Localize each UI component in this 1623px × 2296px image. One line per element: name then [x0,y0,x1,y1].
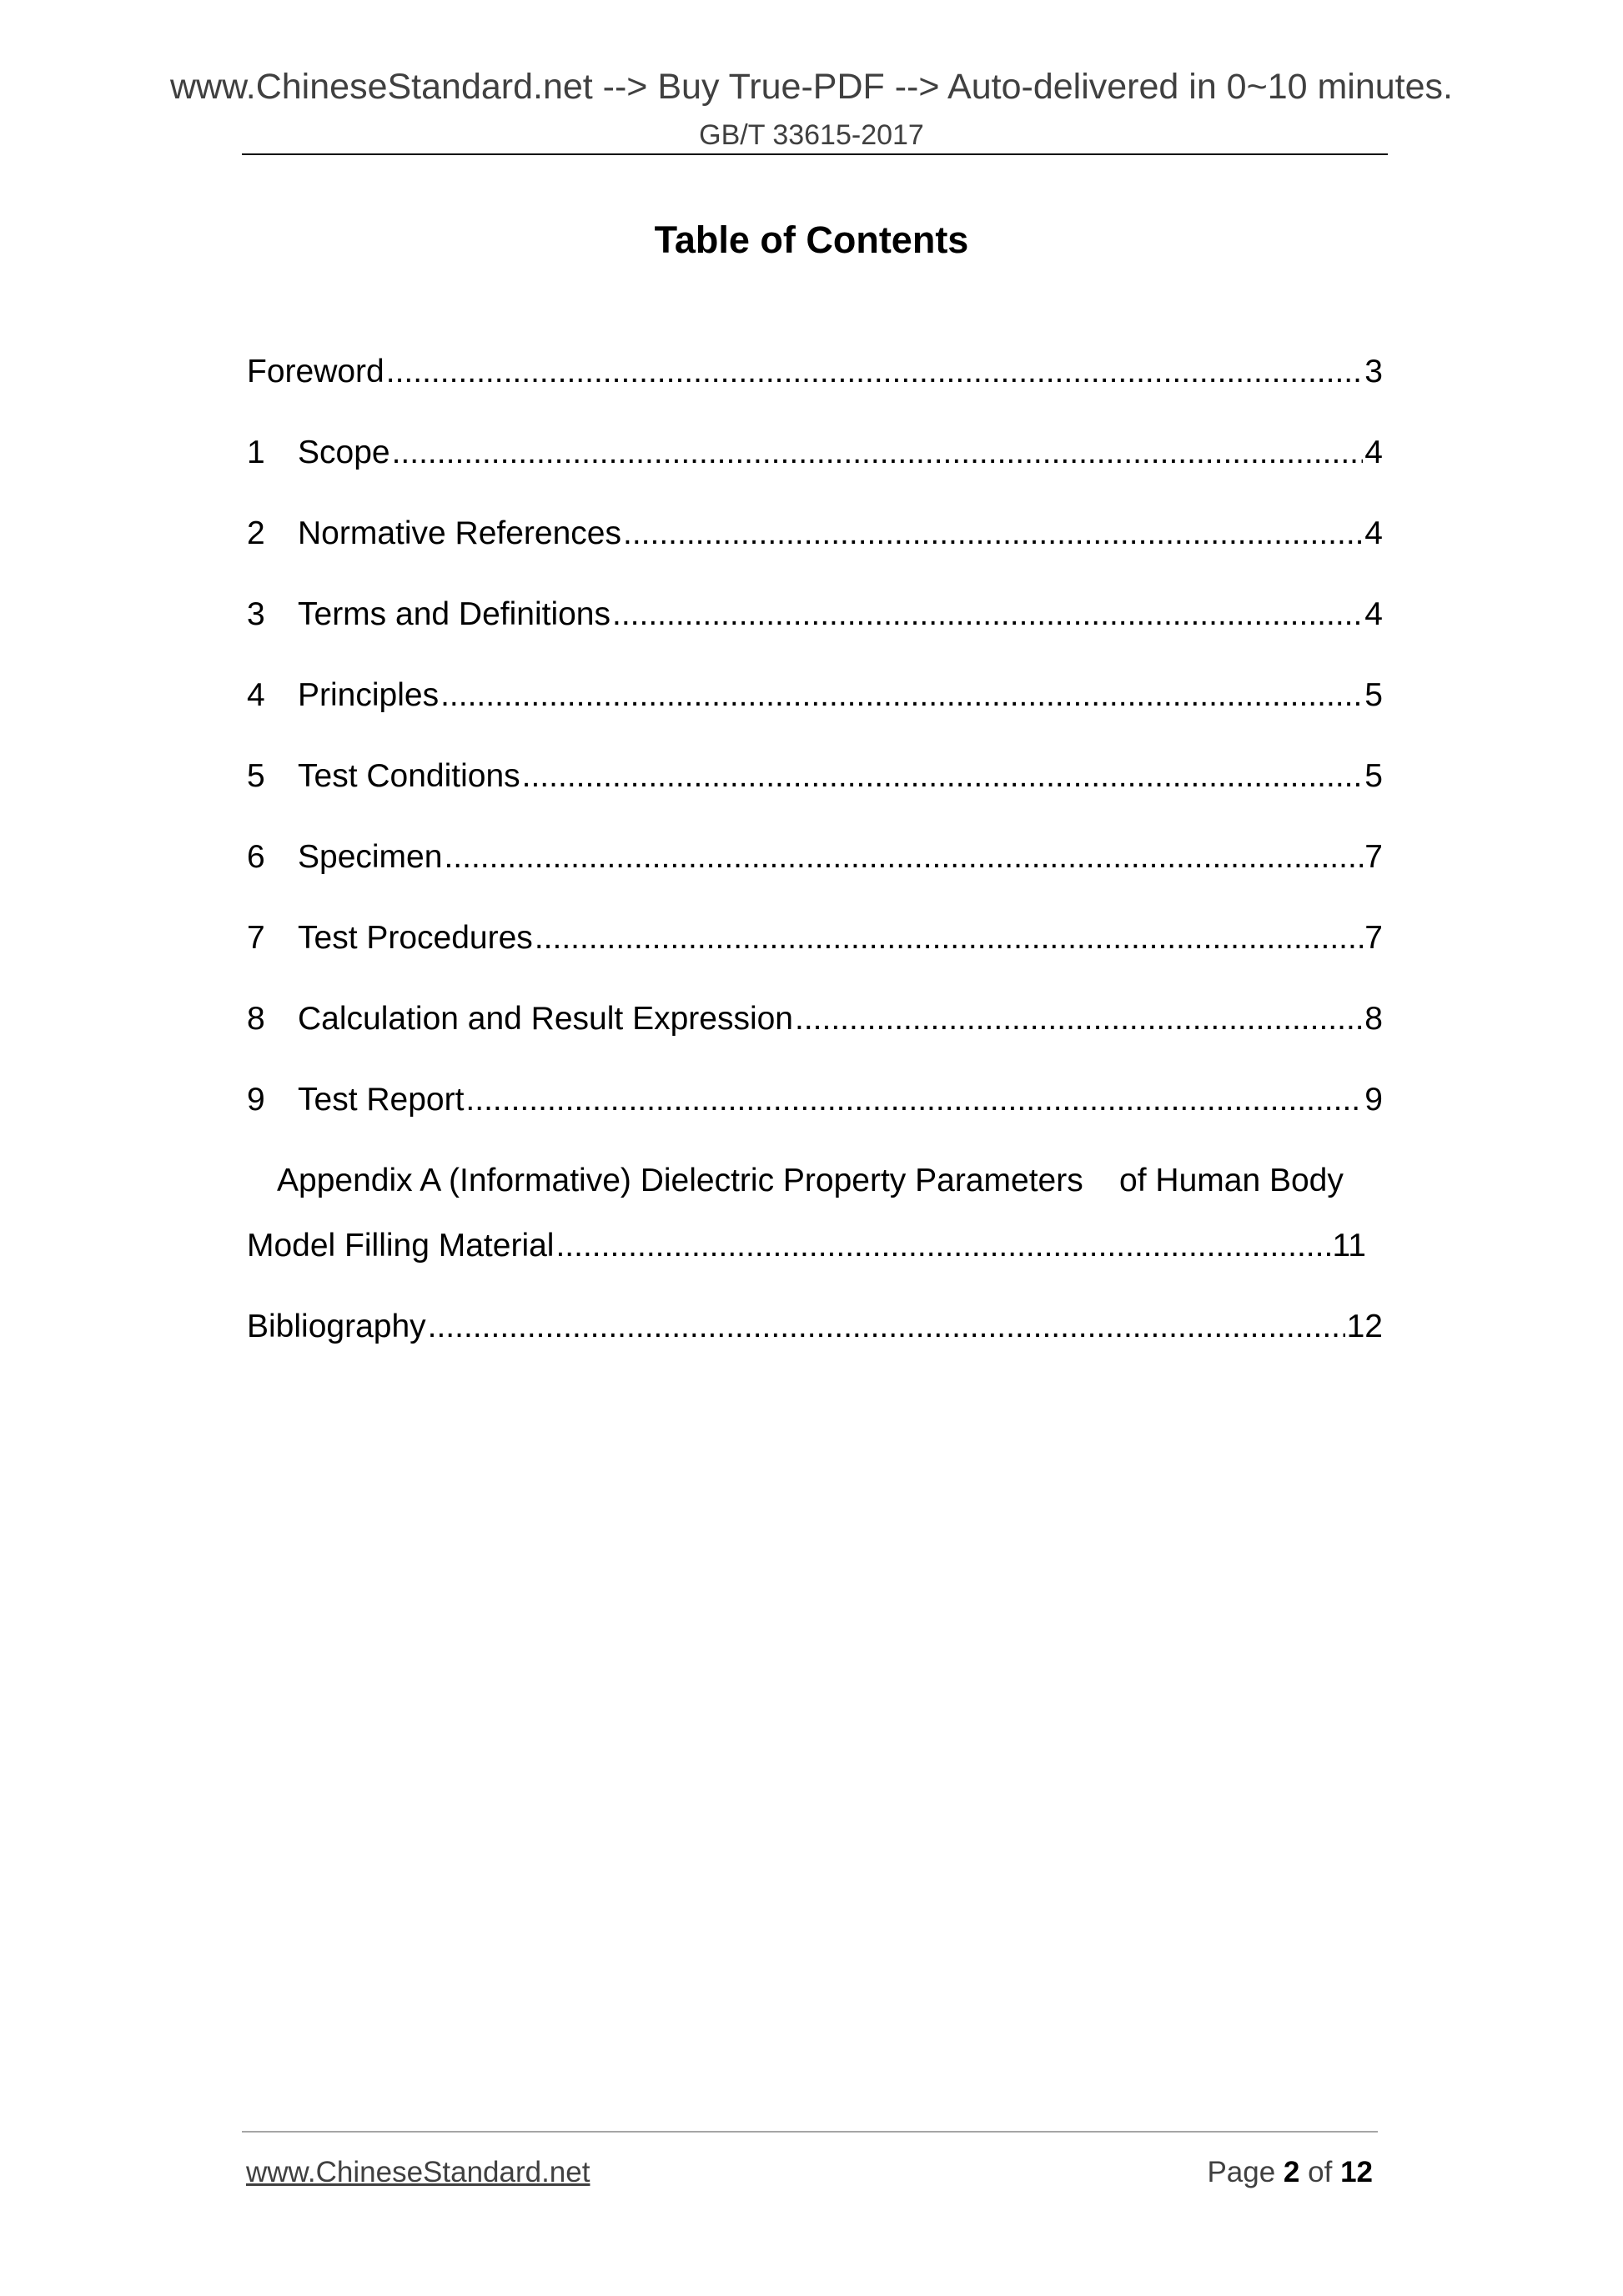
toc-entry-page: 8 [1364,1001,1383,1037]
toc-dot-leader [555,1223,1330,1269]
footer-site-link[interactable]: www.ChineseStandard.net [246,2156,590,2188]
page-prefix: Page [1207,2156,1276,2188]
toc-entry-label: Calculation and Result Expression [298,1001,793,1037]
header-divider [242,153,1388,155]
toc-entry-number: 4 [247,677,265,713]
toc-entry-number: 6 [247,839,265,875]
toc-entry-terms-and-definitions[interactable] [247,591,1383,638]
page-current: 2 [1283,2156,1300,2188]
footer-divider [242,2131,1378,2133]
toc-entry-page: 12 [1346,1309,1383,1344]
toc-dot-leader [465,1077,1363,1123]
toc-entry-page: 4 [1364,435,1383,470]
toc-entry-label: Test Report [298,1082,465,1118]
toc-dot-leader [392,430,1364,476]
toc-entry-page: 9 [1364,1082,1383,1118]
toc-entry-label: Normative References [298,515,621,551]
toc-entry-appendix-a[interactable] [247,1223,1383,1269]
toc-entry-scope[interactable] [247,430,1383,476]
toc-dot-leader [386,349,1364,395]
toc-entry-calculation-and-result-expression[interactable] [247,996,1383,1042]
toc-entry-test-report[interactable] [247,1077,1383,1123]
toc-entry-page: 7 [1364,920,1383,956]
toc-entry-normative-references[interactable] [247,510,1383,557]
toc-entry-page: 7 [1364,839,1383,875]
standard-code: GB/T 33615-2017 [699,119,924,151]
page-title: Table of Contents [654,219,969,261]
toc-entry-label: Foreword [247,354,384,389]
toc-entry-number: 9 [247,1082,265,1118]
toc-entry-page: 4 [1364,515,1383,551]
toc-entry-label: Specimen [298,839,443,875]
toc-entry-appendix-a-line1[interactable]: Appendix A (Informative) Dielectric Property Parameters of Human Body [277,1163,1344,1198]
toc-entry-page: 11 [1332,1228,1366,1264]
toc-dot-leader [795,996,1363,1042]
toc-entry-test-procedures[interactable] [247,915,1383,962]
toc-entry-bibliography[interactable] [247,1304,1383,1350]
toc-dot-leader [623,510,1363,557]
toc-entry-page: 4 [1364,596,1383,632]
toc-entry-label: Bibliography [247,1309,426,1344]
header-banner: www.ChineseStandard.net --> Buy True-PDF --> Auto-delivered in 0~10 minutes. [169,67,1453,107]
toc-entry-label: Model Filling Material [247,1228,555,1264]
page-of: of [1308,2156,1333,2188]
toc-entry-label: Test Procedures [298,920,533,956]
page-total: 12 [1340,2156,1373,2188]
footer-page-number [1084,2153,1373,2192]
toc-dot-leader [428,1304,1345,1350]
toc-dot-leader [612,591,1363,638]
toc-dot-leader [522,753,1364,800]
toc-dot-leader [535,915,1363,962]
toc-entry-number: 8 [247,1001,265,1037]
toc-entry-page: 5 [1364,677,1383,713]
toc-entry-test-conditions[interactable] [247,753,1383,800]
toc-entry-number: 3 [247,596,265,632]
toc-entry-label: Terms and Definitions [298,596,611,632]
toc-entry-page: 3 [1364,354,1383,389]
toc-entry-specimen[interactable] [247,834,1383,881]
toc-entry-label: Test Conditions [298,758,520,794]
toc-entry-number: 2 [247,515,265,551]
toc-entry-foreword[interactable] [247,349,1383,395]
toc-dot-leader [444,834,1363,881]
toc-entry-label: Scope [298,435,390,470]
toc-entry-number: 7 [247,920,265,956]
toc-entry-number: 5 [247,758,265,794]
toc-entry-page: 5 [1364,758,1383,794]
toc-entry-label: Principles [298,677,440,713]
toc-entry-principles[interactable] [247,672,1383,719]
toc-dot-leader [440,672,1363,719]
toc-entry-number: 1 [247,435,265,470]
